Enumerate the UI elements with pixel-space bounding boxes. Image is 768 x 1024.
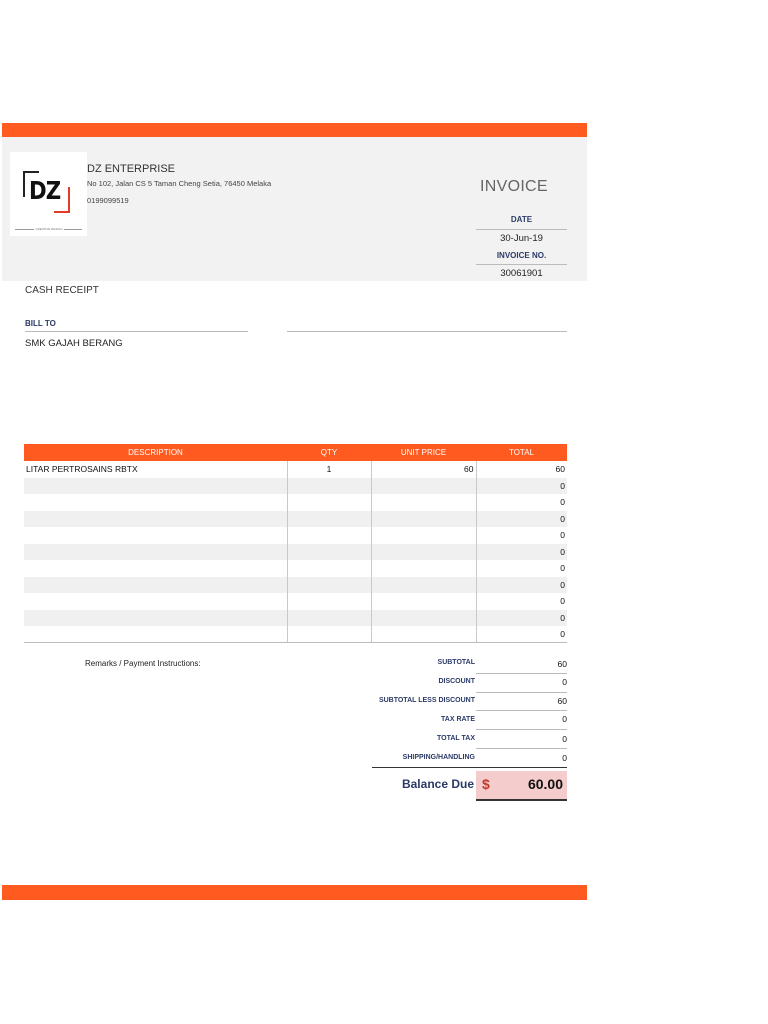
cell-total: 0 — [476, 478, 567, 495]
col-unit-price: UNIT PRICE — [371, 444, 476, 461]
date-label: DATE — [510, 215, 533, 224]
balance-due-box — [476, 771, 567, 801]
date-divider — [476, 229, 567, 230]
invoice-number: 30061901 — [500, 268, 543, 279]
cell-description — [24, 494, 287, 511]
table-row — [24, 544, 567, 561]
cell-description: LITAR PERTROSAINS RBTX — [26, 464, 138, 475]
cell-qty — [287, 544, 371, 561]
cell-unit-price — [371, 527, 476, 544]
logo-tagline: CREATIVE DESIGN — [35, 227, 63, 231]
cell-qty — [287, 478, 371, 495]
cell-unit-price — [371, 544, 476, 561]
line-items-table — [24, 444, 567, 643]
cell-total: 60 — [476, 461, 567, 478]
top-accent-bar — [2, 123, 587, 137]
logo-text: DZ — [29, 176, 61, 205]
cell-qty — [287, 593, 371, 610]
cell-description — [24, 610, 287, 627]
cell-unit-price: 60 — [371, 461, 476, 478]
cell-description — [24, 577, 287, 594]
cell-total: 0 — [476, 577, 567, 594]
subtotal-value: 60 — [557, 659, 567, 669]
table-row — [24, 461, 567, 478]
table-row — [24, 478, 567, 495]
invoice-title: INVOICE — [480, 178, 548, 195]
cell-description — [24, 527, 287, 544]
cell-qty — [287, 610, 371, 627]
col-total: TOTAL — [476, 444, 567, 461]
bill-to-name: SMK GAJAH BERANG — [25, 338, 123, 349]
cell-unit-price — [371, 593, 476, 610]
tax-rate-label: TAX RATE — [441, 716, 475, 723]
cell-qty — [287, 511, 371, 528]
invoice-number-divider — [476, 264, 567, 265]
table-row — [24, 577, 567, 594]
subtotal-less-discount-label: SUBTOTAL LESS DISCOUNT — [378, 697, 475, 704]
shipping-value: 0 — [562, 753, 567, 763]
cell-total: 0 — [476, 544, 567, 561]
invoice-number-label: INVOICE NO. — [496, 251, 547, 260]
table-header-row — [24, 444, 567, 461]
bottom-accent-bar — [2, 885, 587, 900]
invoice-date: 30-Jun-19 — [500, 233, 543, 244]
cell-qty — [287, 560, 371, 577]
cell-qty — [287, 494, 371, 511]
cell-description — [24, 478, 287, 495]
col-qty: QTY — [287, 444, 371, 461]
cell-description — [24, 593, 287, 610]
ship-to-divider — [287, 331, 567, 332]
table-row — [24, 494, 567, 511]
cell-unit-price — [371, 494, 476, 511]
logo-mark — [23, 171, 70, 213]
company-phone: 0199099519 — [87, 196, 129, 205]
balance-currency: $ — [482, 776, 490, 792]
receipt-type: CASH RECEIPT — [25, 285, 99, 296]
cell-total: 0 — [476, 560, 567, 577]
cell-total: 0 — [476, 494, 567, 511]
cell-qty — [287, 626, 371, 643]
cell-qty: 1 — [287, 461, 371, 478]
cell-description — [24, 511, 287, 528]
cell-total: 0 — [476, 527, 567, 544]
cell-total: 0 — [476, 511, 567, 528]
balance-divider — [372, 767, 567, 768]
cell-total: 0 — [476, 593, 567, 610]
table-row — [24, 560, 567, 577]
cell-unit-price — [371, 478, 476, 495]
company-name: DZ ENTERPRISE — [87, 163, 176, 175]
company-address: No 102, Jalan CS 5 Taman Cheng Setia, 76450 Melaka — [87, 179, 272, 188]
balance-amount: 60.00 — [527, 776, 563, 792]
table-row — [24, 610, 567, 627]
table-row — [24, 511, 567, 528]
remarks-label: Remarks / Payment Instructions: — [85, 659, 201, 668]
discount-value: 0 — [562, 677, 567, 687]
balance-due-label: Balance Due — [401, 777, 474, 791]
cell-unit-price — [371, 610, 476, 627]
cell-total: 0 — [476, 626, 567, 643]
cell-description — [24, 560, 287, 577]
subtotal-less-discount-value: 60 — [557, 696, 567, 706]
cell-unit-price — [371, 560, 476, 577]
table-row — [24, 626, 567, 643]
tax-rate-value: 0 — [562, 714, 567, 724]
cell-qty — [287, 577, 371, 594]
table-row — [24, 527, 567, 544]
subtotal-label: SUBTOTAL — [437, 659, 475, 666]
cell-description — [24, 544, 287, 561]
total-tax-label: TOTAL TAX — [437, 735, 475, 742]
discount-label: DISCOUNT — [438, 678, 475, 685]
cell-unit-price — [371, 626, 476, 643]
table-row — [24, 593, 567, 610]
shipping-label: SHIPPING/HANDLING — [402, 754, 475, 761]
col-description: DESCRIPTION — [24, 444, 287, 461]
cell-total: 0 — [476, 610, 567, 627]
bill-to-divider — [25, 331, 248, 332]
total-tax-value: 0 — [562, 734, 567, 744]
bill-to-label: BILL TO — [25, 319, 56, 328]
cell-qty — [287, 527, 371, 544]
company-logo — [10, 152, 87, 236]
cell-unit-price — [371, 577, 476, 594]
cell-unit-price — [371, 511, 476, 528]
cell-description — [24, 626, 287, 643]
